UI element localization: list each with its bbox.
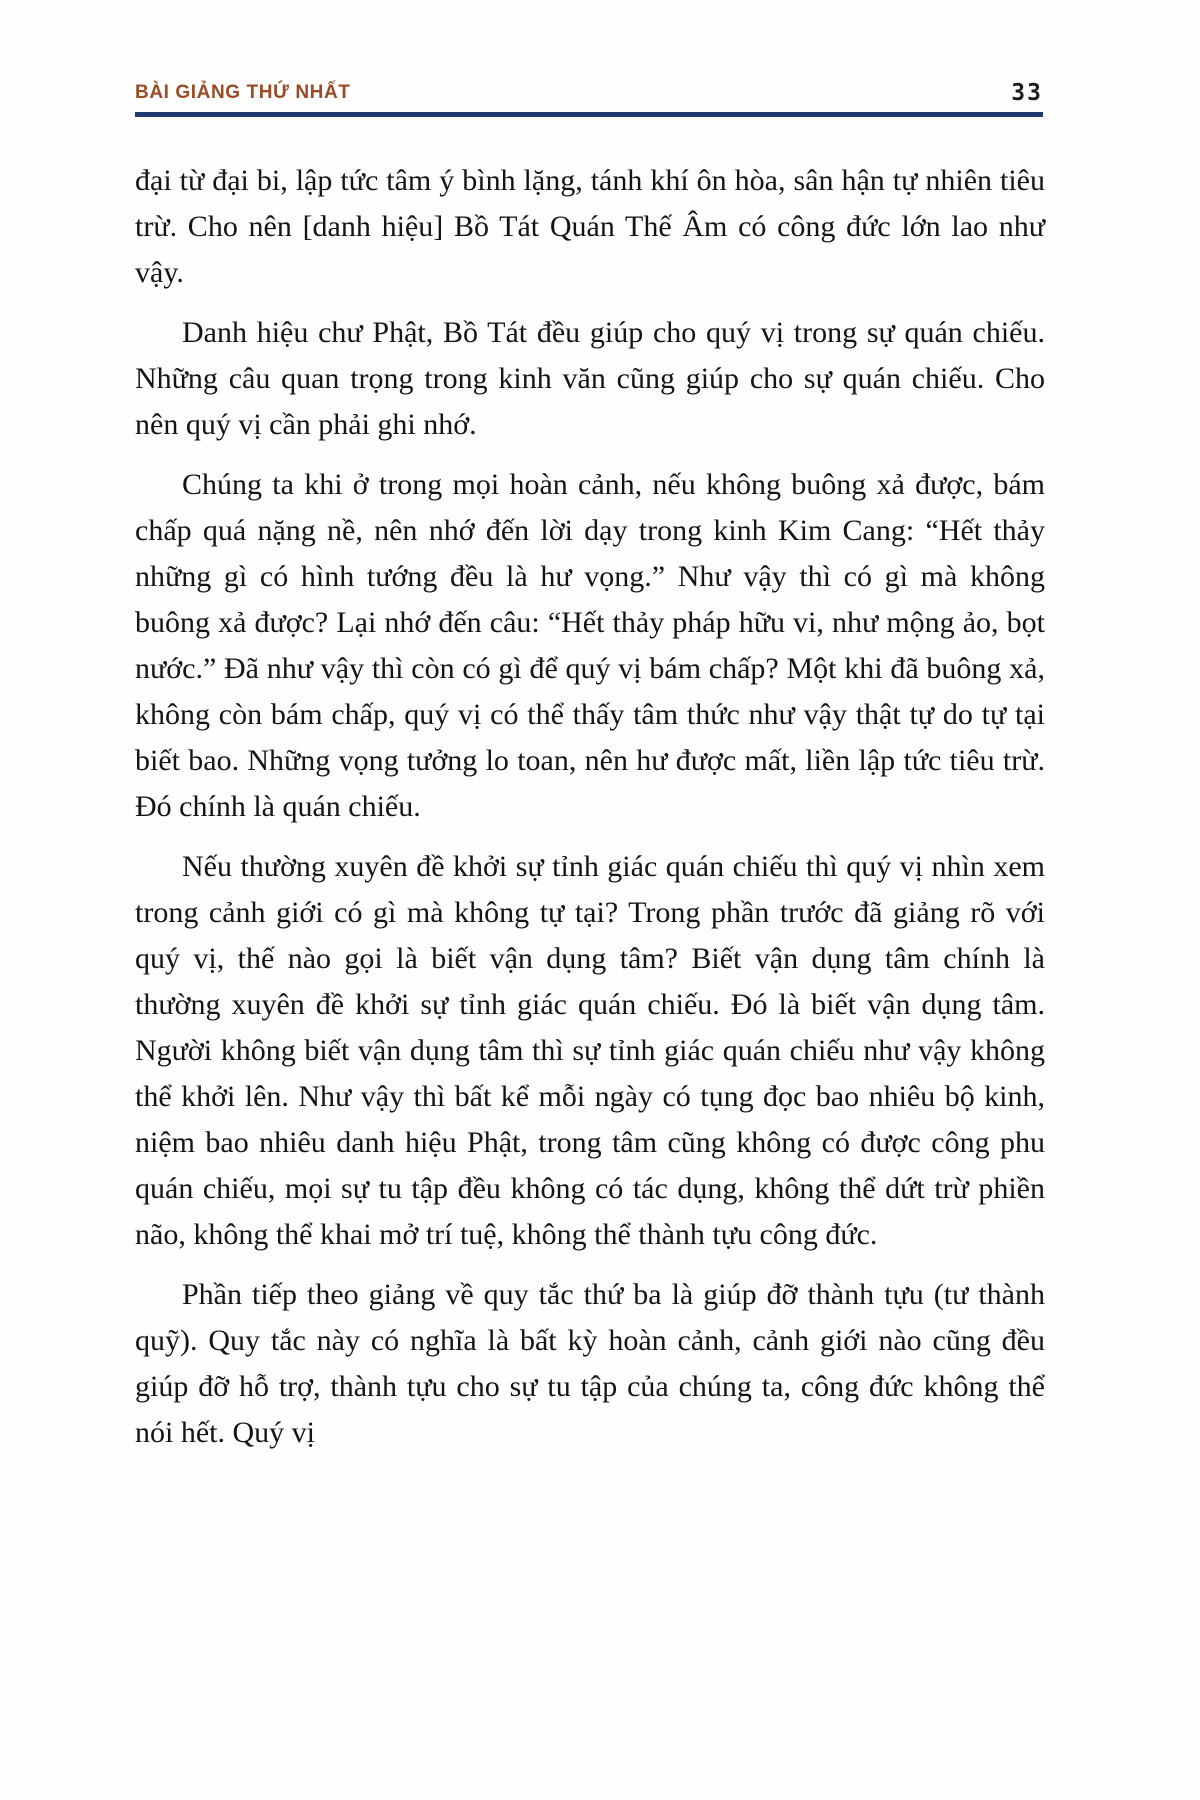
page-body bbox=[135, 158, 1045, 1470]
paragraph: Danh hiệu chư Phật, Bồ Tát đều giúp cho quý vị trong sự quán chiếu. Những câu quan trọng trong kinh văn cũng giúp cho sự quán chiếu. Cho nên quý vị cần phải ghi nhớ. bbox=[135, 316, 1045, 441]
paragraph: Phần tiếp theo giảng về quy tắc thứ ba là giúp đỡ thành tựu (tư thành quỹ). Quy tắc này có nghĩa là bất kỳ hoàn cảnh, cảnh giới nào cũng đều giúp đỡ hỗ trợ, thành tựu cho sự tu tập của chúng ta, công đức không thể nói hết. Quý vị bbox=[135, 1278, 1045, 1449]
paragraph: Nếu thường xuyên đề khởi sự tỉnh giác quán chiếu thì quý vị nhìn xem trong cảnh giới có gì mà không tự tại? Trong phần trước đã giảng rõ với quý vị, thế nào gọi là biết vận dụng tâm? Biết vận dụng tâm chính là thường xuyên đề khởi sự tỉnh giác quán chiếu. Đó là biết vận dụng tâm. Người không biết vận dụng tâm thì sự tỉnh giác quán chiếu như vậy không thể khởi lên. Như vậy thì bất kể mỗi ngày có tụng đọc bao nhiêu bộ kinh, niệm bao nhiêu danh hiệu Phật, trong tâm cũng không có được công phu quán chiếu, mọi sự tu tập đều không có tác dụng, không thể dứt trừ phiền não, không thể khai mở trí tuệ, không thể thành tựu công đức. bbox=[135, 850, 1045, 1251]
paragraph: đại từ đại bi, lập tức tâm ý bình lặng, tánh khí ôn hòa, sân hận tự nhiên tiêu trừ. Cho nên [danh hiệu] Bồ Tát Quán Thế Âm có công đức lớn lao như vậy. bbox=[135, 164, 1045, 289]
page-header bbox=[135, 80, 1043, 117]
running-title: BÀI GIẢNG THỨ NHẤT bbox=[135, 82, 351, 103]
header-rule bbox=[135, 112, 1043, 117]
paragraph: Chúng ta khi ở trong mọi hoàn cảnh, nếu không buông xả được, bám chấp quá nặng nề, nên nhớ đến lời dạy trong kinh Kim Cang: “Hết thảy những gì có hình tướng đều là hư vọng.” Như vậy thì có gì mà không buông xả được? Lại nhớ đến câu: “Hết thảy pháp hữu vi, như mộng ảo, bọt nước.” Đã như vậy thì còn có gì để quý vị bám chấp? Một khi đã buông xả, không còn bám chấp, quý vị có thể thấy tâm thức như vậy thật tự do tự tại biết bao. Những vọng tưởng lo toan, nên hư được mất, liền lập tức tiêu trừ. Đó chính là quán chiếu. bbox=[135, 468, 1045, 823]
page-number: 33 bbox=[1011, 80, 1043, 106]
